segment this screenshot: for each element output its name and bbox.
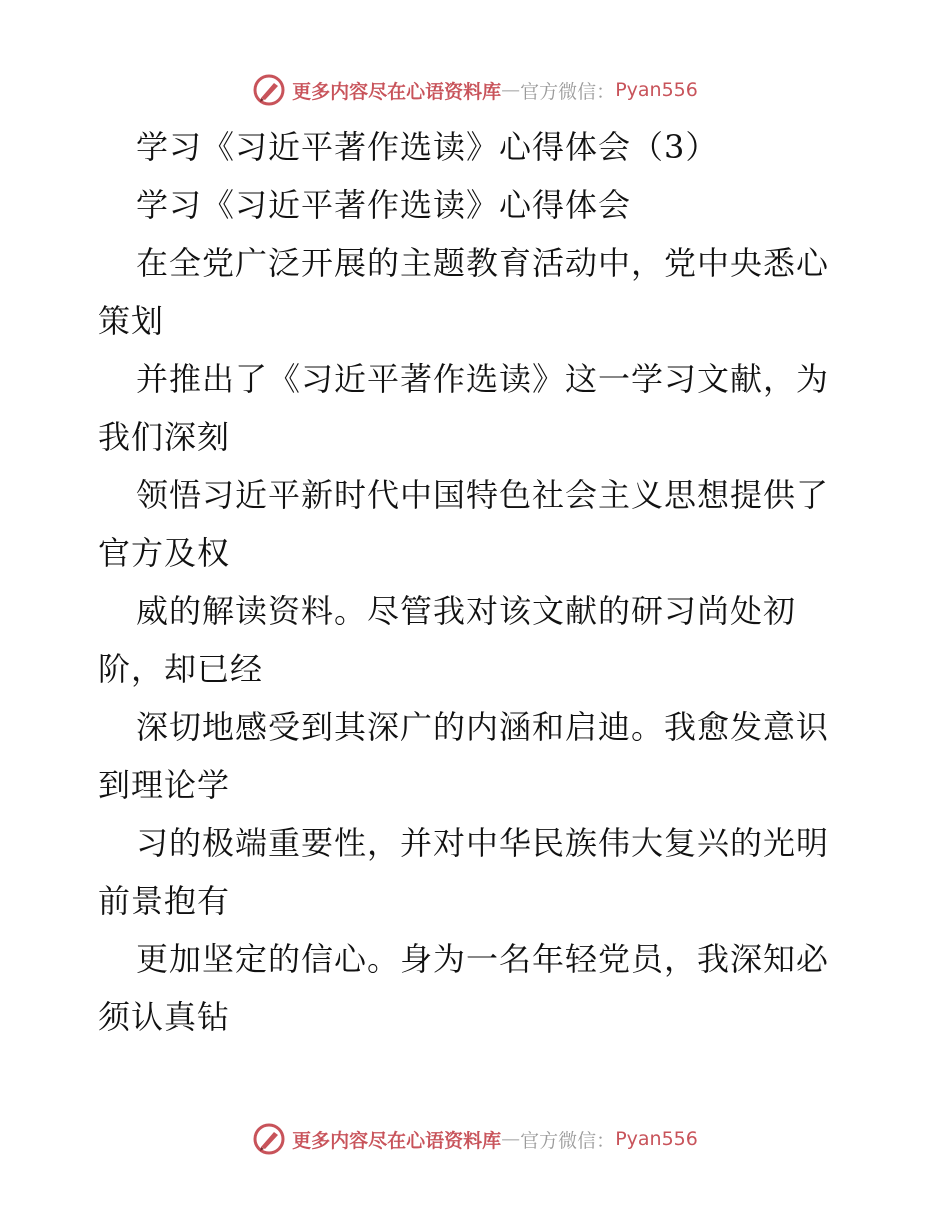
- body-line: 前景抱有: [98, 882, 231, 920]
- body-line: 官方及权: [98, 534, 231, 572]
- body-line: 更加坚定的信心。身为一名年轻党员，我深知必: [136, 940, 830, 978]
- watermark-contact-id: Pyan556: [615, 1128, 698, 1150]
- body-line: 并推出了《习近平著作选读》这一学习文献，为: [136, 360, 830, 398]
- footer-watermark: [0, 1121, 950, 1157]
- watermark-separator: —: [501, 79, 521, 101]
- watermark-separator: —: [501, 1128, 521, 1150]
- body-line: 领悟习近平新时代中国特色社会主义思想提供了: [136, 476, 830, 514]
- watermark-brand: 更多内容尽在心语资料库: [292, 1129, 502, 1152]
- document-subtitle: 学习《习近平著作选读》心得体会: [136, 186, 632, 224]
- watermark-contact-id: Pyan556: [615, 79, 698, 101]
- body-line: 深切地感受到其深广的内涵和启迪。我愈发意识: [136, 708, 830, 746]
- body-line: 在全党广泛开展的主题教育活动中，党中央悉心: [136, 244, 830, 282]
- body-line: 习的极端重要性，并对中华民族伟大复兴的光明: [136, 824, 830, 862]
- body-line: 我们深刻: [98, 418, 231, 456]
- body-line: 阶，却已经: [98, 650, 264, 688]
- watermark-contact-label: 官方微信：: [520, 1129, 616, 1152]
- body-line: 到理论学: [98, 766, 231, 804]
- pen-logo-icon: [252, 73, 286, 107]
- body-line: 须认真钻: [98, 998, 231, 1036]
- body-line: 策划: [98, 302, 165, 340]
- pen-logo-icon: [252, 1122, 286, 1156]
- document-title: 学习《习近平著作选读》心得体会（3）: [136, 128, 719, 166]
- body-line: 威的解读资料。尽管我对该文献的研习尚处初: [136, 592, 797, 630]
- watermark-contact-label: 官方微信：: [520, 80, 616, 103]
- watermark-brand: 更多内容尽在心语资料库: [292, 80, 502, 103]
- document-body: [98, 118, 858, 1046]
- header-watermark: [0, 72, 950, 108]
